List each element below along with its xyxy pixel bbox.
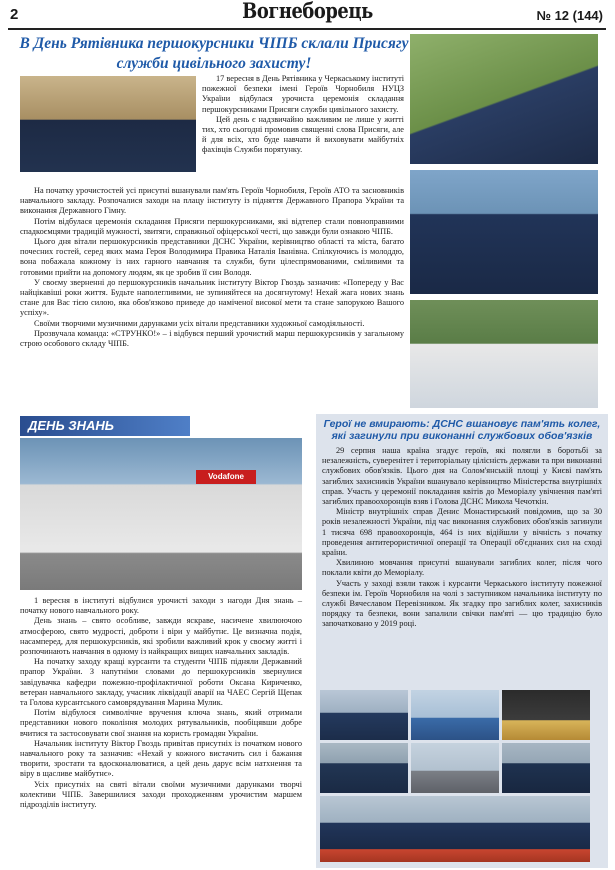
article2-body: [20, 596, 302, 810]
paragraph: Усіх присутніх на святі вітали своїми музичними дарунками творчі колективи ЧІПБ. Завершилися заходи проходженням урочистим маршем підрозділів інституту.: [20, 779, 302, 810]
paragraph: 29 серпня наша країна згадує героїв, які полягли в боротьбі за незалежність, суверенітет і територіальну цілісність держави та при виконанні службових обов'язків. Цього дня на Солом'янській площі у Києві пам'ять загиблих захисників України вшанувало керівництво Міністерства внутрішніх справ. Участь у церемонії покладання квітів до Меморіалу увічнення пам'яті загиблих правоохоронців взяв і Голова ДСНС Микола Чечоткін.: [322, 446, 602, 507]
paragraph: Міністр внутрішніх справ Денис Монастирський повідомив, що за 30 років незалежності України, під час виконання службових обов'язків загинули 1 тисяча 698 правоохоронців, 464 із них відійшли у вічність з початку проведення антитерористичної операції та Операції об'єднаних сил на сході країни.: [322, 507, 602, 558]
paragraph: 17 вересня в День Рятівника у Черкаському інституті пожежної безпеки імені Героїв Чорнобиля НУЦЗ України відбулася урочиста церемонія складання першокурсниками Присяги служби цивільного захисту.: [202, 74, 404, 114]
paragraph: Своїми творчими музичними дарунками усіх вітали представники художньої самодіяльності.: [34, 318, 365, 328]
header-rule: [8, 28, 606, 30]
photo-first-year-students: [410, 300, 598, 408]
paragraph: Цей день є надзвичайно важливим не лише у житті тих, хто сьогодні промовив священні слова Присяги, але й для всіх, хто буде навчати й виховувати майбутніх фахівців Служби порятунку.: [202, 114, 404, 155]
photo-cadets-honor-guard: [320, 743, 408, 793]
photo-flags: [411, 690, 499, 740]
article1-title: В День Рятівника першокурсники ЧІПБ склали Присягу служби цивільного захисту!: [19, 35, 409, 72]
paragraph: Потім відбулася церемонія складання Присяги першокурсниками, які відтепер стали повноправними спадкоємцями традицій мужності, звитяги, справжньої офіцерської честі, що завжди були ознакою ЧІПБ.: [20, 216, 404, 236]
paragraph: На початку заходу кращі курсанти та студенти ЧІПБ підняли Державний прапор України. З напутніми словами до першокурсників звернулися завідувачка кафедри пожежно-профілактичної роботи Оксана Кириченко, ветеран навчального закладу, учасник ліквідації аварії на ЧАЕС Сергій Щепак та Голова курсантського самоврядування Марина Мулик.: [20, 657, 302, 708]
photo-cadet-oath: [410, 34, 598, 164]
photo-ceremony-lineup: [320, 796, 590, 862]
photo-cadets-with-wreath: [502, 743, 590, 793]
photo-officials: [20, 76, 196, 172]
photo-memorial-ceremony: [320, 690, 408, 740]
paragraph: Хвилиною мовчання присутні вшанували загиблих колег, після чого поклали квіти до Меморіалу.: [322, 558, 602, 578]
article1-body: [20, 186, 404, 349]
article3-body: [322, 446, 602, 630]
photo-sign: Vodafone: [196, 470, 256, 484]
issue-number: № 12 (144): [536, 8, 603, 23]
paragraph: На початку урочистостей усі присутні вшанували пам'ять Героїв Чорнобиля, Героїв АТО та засновників навчального закладу. Розпочалися заходи на плацу інституту із підняття Державного Прапора України та виконання Державного Гімну.: [20, 186, 404, 216]
photo-memorial-monument: [411, 743, 499, 793]
newspaper-title: Вогнеборець: [242, 0, 373, 23]
paragraph: 1 вересня в інституті відбулися урочисті заходи з нагоди Дня знань – початку нового навчального року.: [20, 596, 302, 616]
paragraph: Прозвучала команда: «СТРУНКО!» – і відбувся перший урочистий марш першокурсників у загальному строю особового складу ЧІПБ.: [20, 328, 404, 349]
article3-title: Герої не вмирають: ДСНС вшановує пам'ять колег, які загинули при виконанні службових обов'язків: [323, 418, 601, 442]
paragraph: Участь у заході взяли також і курсанти Черкаського інституту пожежної безпеки ім. Героїв Чорнобиля на чолі з заступником начальника інституту по службі Вячеславом Перевізником. Як згадку про загиблих колег, захисників порядку та безпеки, вони запалили свічки пам'яті — цю традицію було започатковано у 2019 році.: [322, 578, 602, 629]
paragraph: Потім відбулося символічне вручення ключа знань, який отримали представники нового покоління молодих рятувальників, пообіцявши добре вчитися та застосовувати свої знання на користь громадян України.: [20, 708, 302, 738]
paragraph: У своєму зверненні до першокурсників начальник інституту Віктор Гвоздь зазначив: «Попереду у Вас найцікавіші роки життя. Будьте наполегливими, не зупиняйтеся на досягнутому! Нехай жага нових знань стане для Вас тією силою, яка обов'язково приведе до наміченої високої мети та стане запорукою Вашого успіху».: [20, 277, 404, 318]
photo-candles: [502, 690, 590, 740]
photo-cadets-formation: [410, 170, 598, 294]
section-band-knowledge-day: ДЕНЬ ЗНАНЬ: [20, 416, 190, 436]
article1-intro: [202, 74, 404, 156]
photo-knowledge-day: [20, 438, 302, 590]
paragraph: Цього дня вітали першокурсників представники ДСНС України, керівництво області та міста, багато почесних гостей, серед яких мама Героя Володимира Правика Наталія Іванівна. Спілкуючись із молоддю, вона побажала кожному із них гарного навчання та служби, бути цілеспрямованими, сміливими та готовими прийти на допомогу людям, як це зробив її син Володя.: [20, 237, 404, 277]
paragraph: Начальник інституту Віктор Гвоздь привітав присутніх із початком нового навчального року та зазначив: «Нехай у кожного вистачить сил і бажання творити, зростати та вдосконалюватися, а цей день дарує всім натхнення та віру в щасливе майбутнє».: [20, 738, 302, 779]
page-number: 2: [10, 6, 19, 23]
paragraph: День знань – свято особливе, завжди яскраве, насичене хвилюючою атмосферою, свято мудрості, доброти і віри у майбутнє. Це визначна подія, насамперед, для першокурсників, які зробили важливий крок у своєму житті і розпочинають навчання в одному із найкращих вищих навчальних закладів.: [20, 616, 302, 657]
